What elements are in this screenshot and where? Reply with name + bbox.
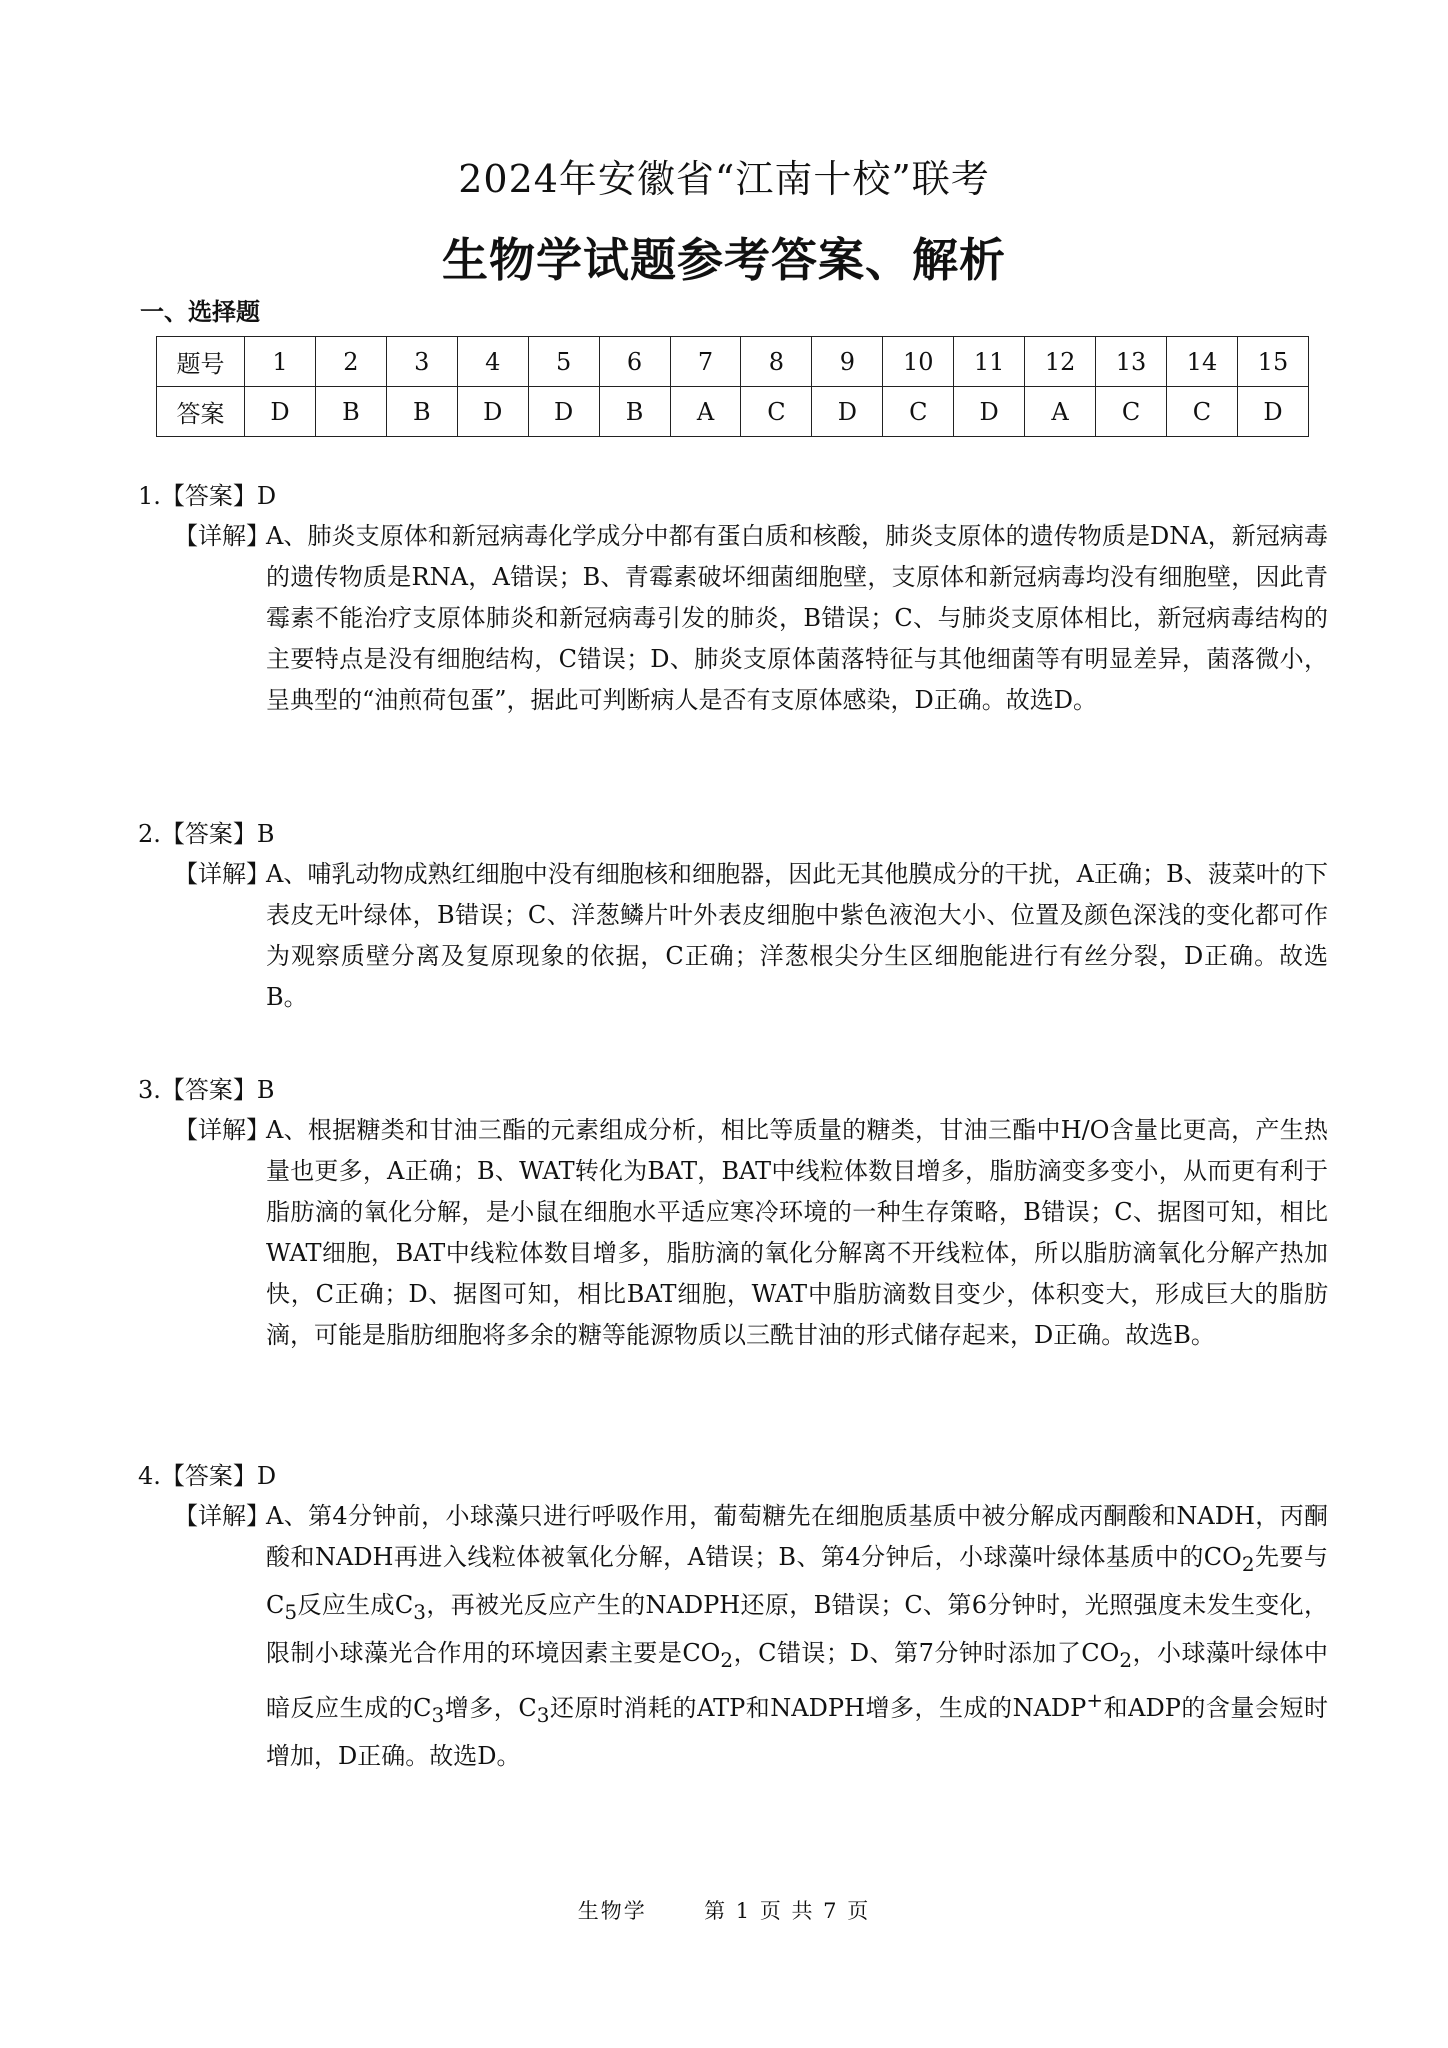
- row-label: 题号: [157, 337, 245, 387]
- question-number-cell: 7: [670, 337, 741, 387]
- answer-cell: A: [670, 387, 741, 437]
- question-2: [138, 814, 1328, 1018]
- document-title: 2024年安徽省“江南十校”联考: [458, 157, 990, 201]
- question-number-cell: 15: [1237, 337, 1308, 387]
- answer-cell: A: [1025, 387, 1096, 437]
- document-subtitle: 生物学试题参考答案、解析: [442, 233, 1006, 287]
- question-number-row: [157, 337, 1309, 387]
- page-footer: [0, 1895, 1448, 1925]
- answer-line: 3.【答案】B: [138, 1076, 275, 1104]
- answer-cell: B: [315, 387, 386, 437]
- answer-cell: D: [954, 387, 1025, 437]
- answer-cell: D: [528, 387, 599, 437]
- question-number-cell: 5: [528, 337, 599, 387]
- explanation-tag: 【详解】: [174, 1116, 270, 1144]
- question-number-cell: 11: [954, 337, 1025, 387]
- question-4: [138, 1456, 1328, 1777]
- question-1: [138, 476, 1328, 721]
- answer-cell: B: [386, 387, 457, 437]
- answer-cell: C: [1166, 387, 1237, 437]
- answer-line: 4.【答案】D: [138, 1462, 277, 1490]
- answer-cell: C: [883, 387, 954, 437]
- question-number-cell: 14: [1166, 337, 1237, 387]
- explanation-text: A、根据糖类和甘油三酯的元素组成分析，相比等质量的糖类，甘油三酯中H/O含量比更高，产生热量也更多，A正确；B、WAT转化为BAT，BAT中线粒体数目增多，脂肪滴变多变小，从而更有利于脂肪滴的氧化分解，是小鼠在细胞水平适应寒冷环境的一种生存策略，B错误；C、据图可知，相比WAT细胞，BAT中线粒体数目增多，脂肪滴的氧化分解离不开线粒体，所以脂肪滴氧化分解产热加快，C正确；D、据图可知，相比BAT细胞，WAT中脂肪滴数目变少，体积变大，形成巨大的脂肪滴，可能是脂肪细胞将多余的糖等能源物质以三酰甘油的形式储存起来，D正确。故选B。: [266, 1116, 1328, 1349]
- question-number-cell: 2: [315, 337, 386, 387]
- explanation-tag: 【详解】: [174, 522, 270, 550]
- question-number-cell: 3: [386, 337, 457, 387]
- answer-table: [156, 336, 1309, 437]
- explanation: [138, 1110, 1328, 1356]
- answer-cell: D: [245, 387, 316, 437]
- answer-cell: D: [1237, 387, 1308, 437]
- explanation-text: A、肺炎支原体和新冠病毒化学成分中都有蛋白质和核酸，肺炎支原体的遗传物质是DNA，新冠病毒的遗传物质是RNA，A错误；B、青霉素破坏细菌细胞壁，支原体和新冠病毒均没有细胞壁，因此青霉素不能治疗支原体肺炎和新冠病毒引发的肺炎，B错误；C、与肺炎支原体相比，新冠病毒结构的主要特点是没有细胞结构，C错误；D、肺炎支原体菌落特征与其他细菌等有明显差异，菌落微小，呈典型的“油煎荷包蛋”，据此可判断病人是否有支原体感染，D正确。故选D。: [266, 522, 1328, 714]
- question-number-cell: 4: [457, 337, 528, 387]
- row-label: 答案: [157, 387, 245, 437]
- question-3: [138, 1070, 1328, 1356]
- question-number-cell: 6: [599, 337, 670, 387]
- answer-cell: D: [812, 387, 883, 437]
- page-number: 第 1 页 共 7 页: [704, 1899, 871, 1923]
- question-number-cell: 9: [812, 337, 883, 387]
- answer-cell: C: [741, 387, 812, 437]
- answer-cell: B: [599, 387, 670, 437]
- question-number-cell: 10: [883, 337, 954, 387]
- explanation-text: A、哺乳动物成熟红细胞中没有细胞核和细胞器，因此无其他膜成分的干扰，A正确；B、菠菜叶的下表皮无叶绿体，B错误；C、洋葱鳞片叶外表皮细胞中紫色液泡大小、位置及颜色深浅的变化都可作为观察质壁分离及复原现象的依据，C正确；洋葱根尖分生区细胞能进行有丝分裂，D正确。故选B。: [266, 860, 1328, 1011]
- question-number-cell: 12: [1025, 337, 1096, 387]
- answer-line: 2.【答案】B: [138, 820, 275, 848]
- answer-cell: D: [457, 387, 528, 437]
- question-number-cell: 13: [1096, 337, 1167, 387]
- answer-row: [157, 387, 1309, 437]
- answer-cell: C: [1096, 387, 1167, 437]
- section-heading: 一、选择题: [140, 298, 260, 326]
- explanation-text: A、第4分钟前，小球藻只进行呼吸作用，葡萄糖先在细胞质基质中被分解成丙酮酸和NADH，丙酮酸和NADH再进入线粒体被氧化分解，A错误；B、第4分钟后，小球藻叶绿体基质中的$CO_2$先要与$C_5$反应生成$C_3$，再被光反应产生的NADPH还原，B错误；C、第6分钟时，光照强度未发生变化，限制小球藻光合作用的环境因素主要是$CO_2$，C错误；D、第7分钟时添加了$CO_2$，小球藻叶绿体中暗反应生成的$C_3$增多，$C_3$还原时消耗的ATP和NADPH增多，生成的NADP+和ADP的含量会短时增加，D正确。故选D。: [266, 1502, 1328, 1771]
- explanation: [138, 854, 1328, 1018]
- answer-line: 1.【答案】D: [138, 482, 277, 510]
- question-number-cell: 8: [741, 337, 812, 387]
- explanation-tag: 【详解】: [174, 1502, 270, 1530]
- footer-subject: 生物学: [577, 1899, 647, 1923]
- explanation: [138, 516, 1328, 721]
- explanation-tag: 【详解】: [174, 860, 270, 888]
- explanation: [138, 1496, 1328, 1777]
- question-number-cell: 1: [245, 337, 316, 387]
